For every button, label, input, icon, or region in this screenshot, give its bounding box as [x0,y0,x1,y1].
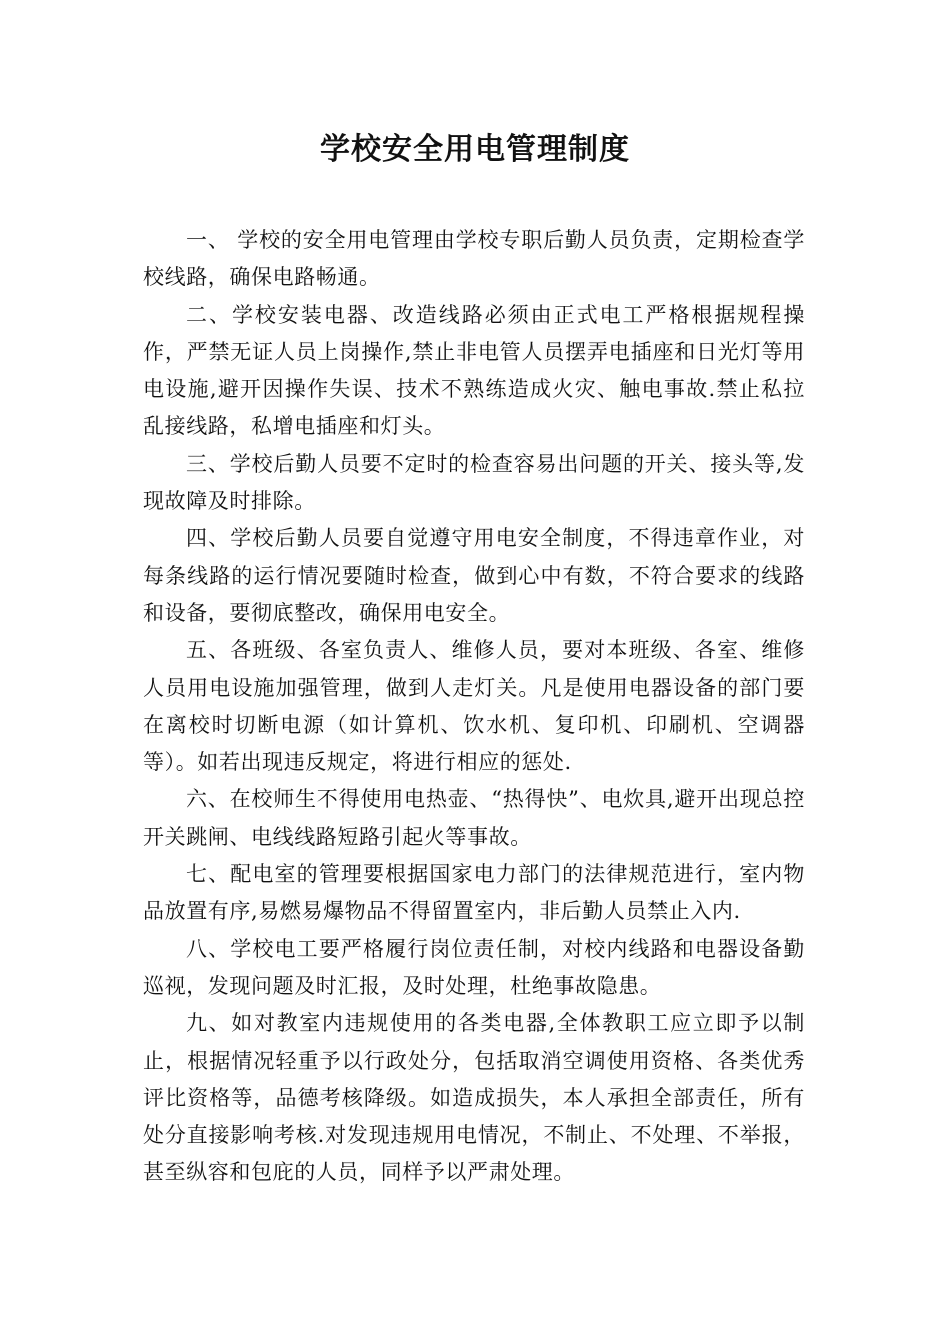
paragraph-9: 九、如对教室内违规使用的各类电器,全体教职工应立即予以制止，根据情况轻重予以行政处分，包括取消空调使用资格、各类优秀评比资格等，品德考核降级。如造成损失，本人承担全部责任，所有处分直接影响考核.对发现违规用电情况，不制止、不处理、不举报，甚至纵容和包庇的人员，同样予以严肃处理。 [143,1011,805,1185]
paragraph-2: 二、学校安装电器、改造线路必须由正式电工严格根据规程操作，严禁无证人员上岗操作,禁止非电管人员摆弄电插座和日光灯等用电设施,避开因操作失误、技术不熟练造成火灾、触电事故.禁止私拉乱接线路，私增电插座和灯头。 [143,302,805,439]
document-body [143,222,805,1192]
paragraph-3: 三、学校后勤人员要不定时的检查容易出问题的开关、接头等,发现故障及时排除。 [143,451,805,514]
paragraph-6: 六、在校师生不得使用电热壶、“热得快”、电炊具,避开出现总控开关跳闸、电线线路短路引起火等事故。 [143,787,805,849]
paragraph-4: 四、学校后勤人员要自觉遵守用电安全制度，不得违章作业，对每条线路的运行情况要随时检查，做到心中有数，不符合要求的线路和设备，要彻底整改，确保用电安全。 [143,526,805,625]
paragraph-5: 五、各班级、各室负责人、维修人员，要对本班级、各室、维修人员用电设施加强管理，做到人走灯关。凡是使用电器设备的部门要在离校时切断电源（如计算机、饮水机、复印机、印刷机、空调器等）。如若出现违反规定，将进行相应的惩处. [143,638,805,775]
paragraph-7: 七、配电室的管理要根据国家电力部门的法律规范进行，室内物品放置有序,易燃易爆物品不得留置室内，非后勤人员禁止入内. [143,862,805,924]
document-title: 学校安全用电管理制度 [320,132,630,167]
paragraph-8: 八、学校电工要严格履行岗位责任制，对校内线路和电器设备勤巡视，发现问题及时汇报，及时处理，杜绝事故隐患。 [143,936,805,998]
paragraph-1: 一、 学校的安全用电管理由学校专职后勤人员负责，定期检查学校线路，确保电路畅通。 [143,228,805,290]
